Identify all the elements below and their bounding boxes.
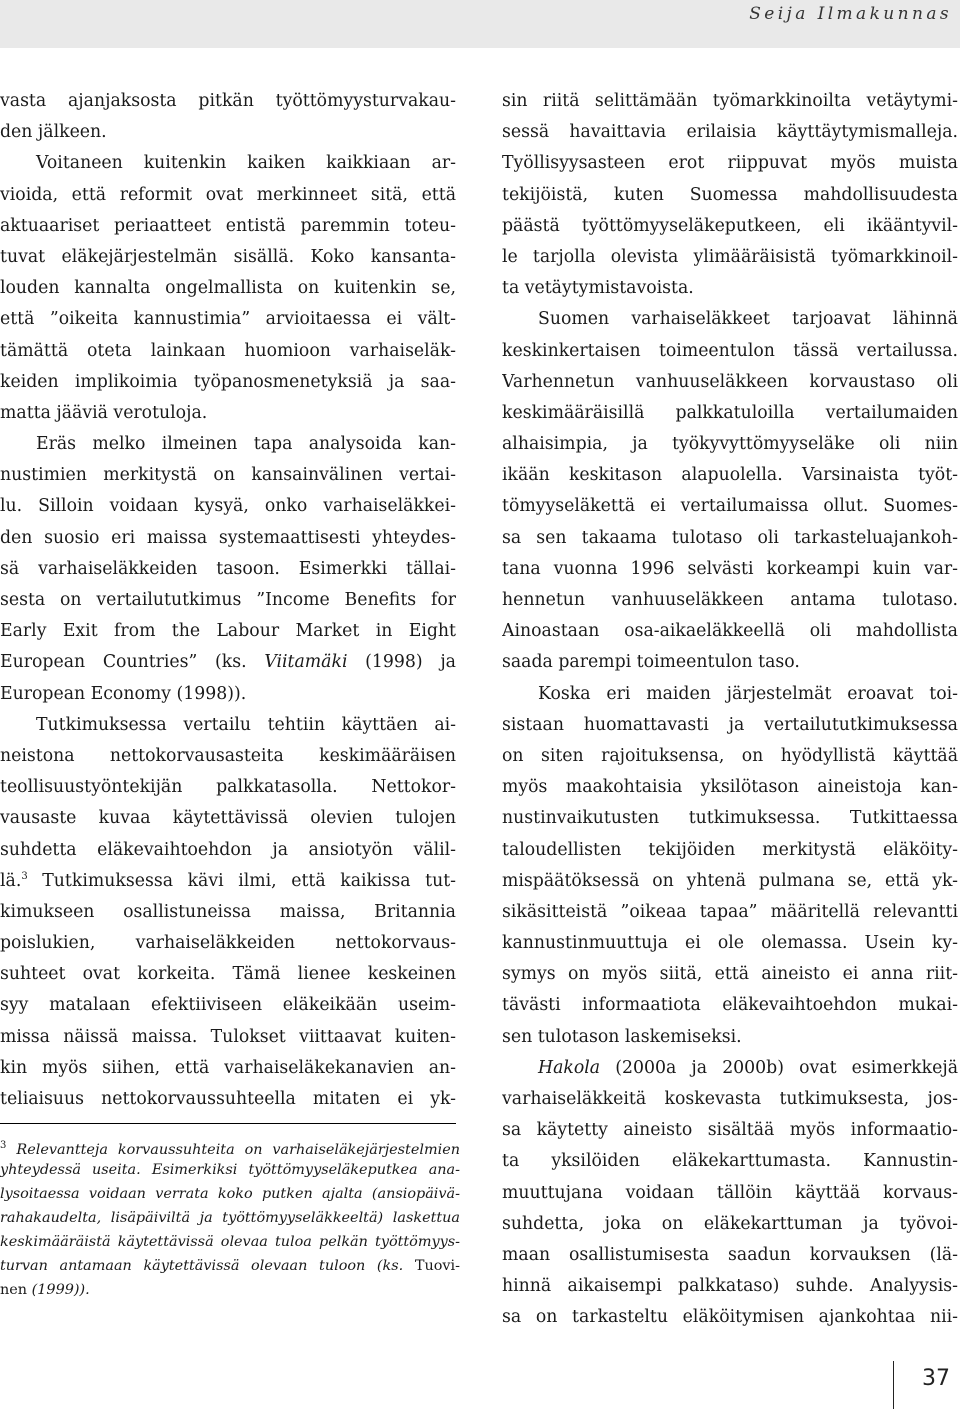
text-line: että ”oikeita kannustimia” arvioitaessa ei vält- xyxy=(0,309,456,330)
text-line: taloudellisten tekijöiden merkitystä eläköity- xyxy=(502,839,958,860)
text-line: hennetun vanhuuseläkkeen antama tulotaso. xyxy=(502,590,958,610)
text-line: Koska eri maiden järjestelmät eroavat toi- xyxy=(538,683,958,704)
page-number: 37 xyxy=(922,1366,950,1391)
text-line: keskimääräisillä palkkatuloilla vertailumaiden xyxy=(502,402,958,423)
text-line: tana vuonna 1996 selvästi korkeampi kuin var- xyxy=(502,558,958,579)
text-line: vasta ajanjaksosta pitkän työttömyysturvakau- xyxy=(0,91,456,111)
footnote-line: yhteydessä useita. Esimerkiksi työttömyyseläkeputkea ana- xyxy=(0,1162,460,1178)
text-line: syy matalaan efektiiviseen eläkeikään useim- xyxy=(0,995,456,1016)
text-line: tekijöistä, kuten Suomessa mahdollisuudesta xyxy=(502,184,958,205)
text-line: le tarjolla olevista ylimääräisistä työmarkkinoil- xyxy=(502,246,958,267)
text-line: on siten rajoituksensa, on hyödyllistä käyttää xyxy=(502,745,958,766)
text-line: hinnä aikaisempi palkkataso) suhde. Analyysis- xyxy=(502,1276,958,1297)
text-line: Eräs melko ilmeinen tapa analysoida kan- xyxy=(36,434,456,455)
footnote-number: 3 xyxy=(0,1140,7,1151)
text-line: Työllisyysasteen erot riippuvat myös muista xyxy=(502,153,958,174)
text-line: sin riitä selittämään työmarkkinoilta vetäytymi- xyxy=(502,91,958,111)
text-line: keskinkertaisen toimeentulon tässä vertailussa. xyxy=(502,340,958,361)
text-line: myös maakohtaisia yksilötason aineistoja kan- xyxy=(502,777,958,798)
text-line: sessä havaittavia erilaisia käyttäytymismalleja. xyxy=(502,122,958,143)
text-run: lä. xyxy=(0,870,22,891)
text-line: poislukien, varhaiseläkkeiden nettokorvaus- xyxy=(0,933,456,954)
text-line: louden kannalta ongelmallista on kuitenkin se, xyxy=(0,278,456,299)
paragraph xyxy=(502,86,958,304)
text-line: vausaste kuvaa käytettävissä olevien tulojen xyxy=(0,808,456,829)
left-column xyxy=(0,86,456,1115)
text-line: saada parempi toimeentulon taso. xyxy=(502,652,800,673)
text-line: keiden implikoimia työpanosmenetyksiä ja saa- xyxy=(0,371,456,392)
text-line xyxy=(502,1053,958,1084)
text-line: sa on tarkasteltu eläköitymisen ajankohtaa nii- xyxy=(502,1307,958,1328)
text-line: tömyyseläkettä ei vertailumaissa ollut. Suomes- xyxy=(502,496,958,517)
cited-author: Tuovi- xyxy=(414,1258,460,1274)
text-line: sesta on vertailututkimus ”Income Benefits for xyxy=(0,590,456,610)
text-line: Ainoastaan osa-aikaeläkkeellä oli mahdollista xyxy=(502,621,958,642)
footnote xyxy=(0,1134,460,1302)
text-line: teollisuustyöntekijän palkkatasolla. Nettokor- xyxy=(0,777,456,798)
text-line: alhaisimpia, ja työkyvyttömyyseläke oli niin xyxy=(502,434,958,455)
text-run: European Countries” (ks. xyxy=(0,652,265,673)
text-line: Voitaneen kuitenkin kaiken kaikkiaan ar- xyxy=(36,153,456,174)
text-line: den jälkeen. xyxy=(0,122,107,143)
text-line: matta jääviä verotuloja. xyxy=(0,402,208,423)
text-line: tävästi informaatiota eläkevaihtoehdon mukai- xyxy=(502,995,958,1016)
paragraph xyxy=(0,429,456,710)
running-head-author: Seija Ilmakunnas xyxy=(749,4,952,24)
text-line xyxy=(0,647,456,678)
text-line: muuttujana voidaan tällöin käyttää korvaus- xyxy=(502,1182,958,1203)
text-line: missa näissä maissa. Tulokset viittaavat kuiten- xyxy=(0,1026,456,1047)
text-line: sen tulotason laskemiseksi. xyxy=(502,1026,742,1047)
text-line: päästä työttömyyseläkeputkeen, eli ikääntyvil- xyxy=(502,215,958,236)
text-line: nustinvaikutusten tutkimuksessa. Tutkittaessa xyxy=(502,808,958,829)
text-line: teliaisuus nettokorvaussuhteella mitaten ei yk- xyxy=(0,1089,456,1109)
text-line: ikään keskitason alapuolella. Varsinaista työt- xyxy=(502,465,958,486)
text-line: suhdetta eläkevaihtoehdon ja ansiotyön välil- xyxy=(0,839,456,860)
text-line: suhdetta, joka on eläkekarttuman ja työvoi- xyxy=(502,1213,958,1234)
cited-author: Hakola xyxy=(538,1057,601,1078)
text-line xyxy=(0,866,456,897)
text-line: mispäätöksessä on yhtenä pulmana se, että yk- xyxy=(502,870,958,891)
text-line: tämättä oteta lainkaan huomioon varhaiseläk- xyxy=(0,340,456,361)
right-column xyxy=(502,86,958,1334)
text-line: ta vetäytymistavoista. xyxy=(502,278,694,299)
text-line: ta yksilöiden eläkekarttumasta. Kannustin- xyxy=(502,1151,958,1172)
cited-author: Viitamäki xyxy=(264,652,348,673)
text-line: nustimien merkitystä on kansainvälinen vertai- xyxy=(0,465,456,486)
footnote-line xyxy=(0,1254,460,1278)
paragraph xyxy=(0,86,456,148)
text-line: lu. Silloin voidaan kysyä, onko varhaiseläkkei- xyxy=(0,496,456,517)
text-line: Suomen varhaiseläkkeet tarjoavat lähinnä xyxy=(538,309,958,330)
text-run: (1999)). xyxy=(27,1282,90,1298)
page-header xyxy=(0,0,960,48)
text-line: sikäsitteistä ”oikeaa tapaa” määritellä relevantti xyxy=(502,901,958,922)
footnote-line: lysoitaessa voidaan verrata koko putken ajalta (ansiopäivä- xyxy=(0,1186,460,1202)
text-run: (2000a ja 2000b) ovat esimerkkejä xyxy=(600,1057,958,1078)
text-run: (1998) ja xyxy=(347,652,456,673)
footnote-separator xyxy=(0,1123,456,1124)
text-line: sistaan huomattavasti ja vertailututkimuksessa xyxy=(502,714,958,735)
text-line: symys on myös siitä, että aineisto ei anna riit- xyxy=(502,964,958,985)
text-line: varhaiseläkkeitä koskevasta tutkimuksesta, jos- xyxy=(502,1089,958,1109)
footnote-reference[interactable]: 3 xyxy=(21,870,28,882)
paragraph xyxy=(502,1053,958,1334)
text-line: tuvat eläkejärjestelmän sisällä. Koko kansanta- xyxy=(0,246,456,267)
footnote-line: rahakaudelta, lisäpäiviltä ja työttömyyseläkkeeltä) laskettua xyxy=(0,1210,460,1226)
cited-author: nen xyxy=(0,1282,28,1298)
text-line: aktuaariset periaatteet entistä paremmin toteu- xyxy=(0,215,456,236)
paragraph xyxy=(0,148,456,429)
text-line: sä varhaiseläkkeiden tasoon. Esimerkki tällai- xyxy=(0,558,456,579)
text-line: neistona nettokorvausasteita keskimääräisen xyxy=(0,745,456,766)
paragraph xyxy=(0,710,456,1115)
footnote-line xyxy=(0,1278,460,1302)
text-run: turvan antamaan käytettävissä olevaan tuloon (ks. xyxy=(0,1258,415,1274)
text-line: European Economy (1998)). xyxy=(0,683,247,704)
footnote-line: keskimääräistä käytettävissä olevaa tuloa pelkän työttömyys- xyxy=(0,1234,460,1250)
text-line: Varhennetun vanhuuseläkkeen korvaustaso oli xyxy=(502,371,958,392)
text-line: vioida, että reformit ovat merkinneet sitä, että xyxy=(0,184,456,205)
text-run: Relevantteja korvaussuhteita on varhaiseläkejärjestelmien xyxy=(16,1141,460,1158)
text-line: maan osallistumisesta saadun korvauksen (lä- xyxy=(502,1244,958,1265)
paragraph xyxy=(502,304,958,678)
text-line: sa käytetty aineisto sisältää myös informaatio- xyxy=(502,1120,958,1141)
text-line: kin myös siihen, että varhaiseläkekanavien an- xyxy=(0,1057,456,1078)
text-line: kimukseen osallistuneissa maissa, Britannia xyxy=(0,901,456,922)
text-line: sa sen takaama tulotaso oli tarkasteluajankoh- xyxy=(502,527,958,548)
page-number-rule xyxy=(893,1361,894,1409)
paragraph xyxy=(502,679,958,1053)
text-line: den suosio eri maissa systemaattisesti yhteydes- xyxy=(0,527,456,548)
text-line: Tutkimuksessa vertailu tehtiin käyttäen ai- xyxy=(36,714,456,735)
text-line: suhteet ovat korkeita. Tämä lienee keskeinen xyxy=(0,964,456,985)
text-run: Tutkimuksessa kävi ilmi, että kaikissa tut- xyxy=(27,870,456,891)
text-line: Early Exit from the Labour Market in Eight xyxy=(0,621,456,642)
footnote-line xyxy=(0,1134,460,1158)
text-line: kannustinmuuttuja ei ole olemassa. Usein ky- xyxy=(502,933,958,954)
